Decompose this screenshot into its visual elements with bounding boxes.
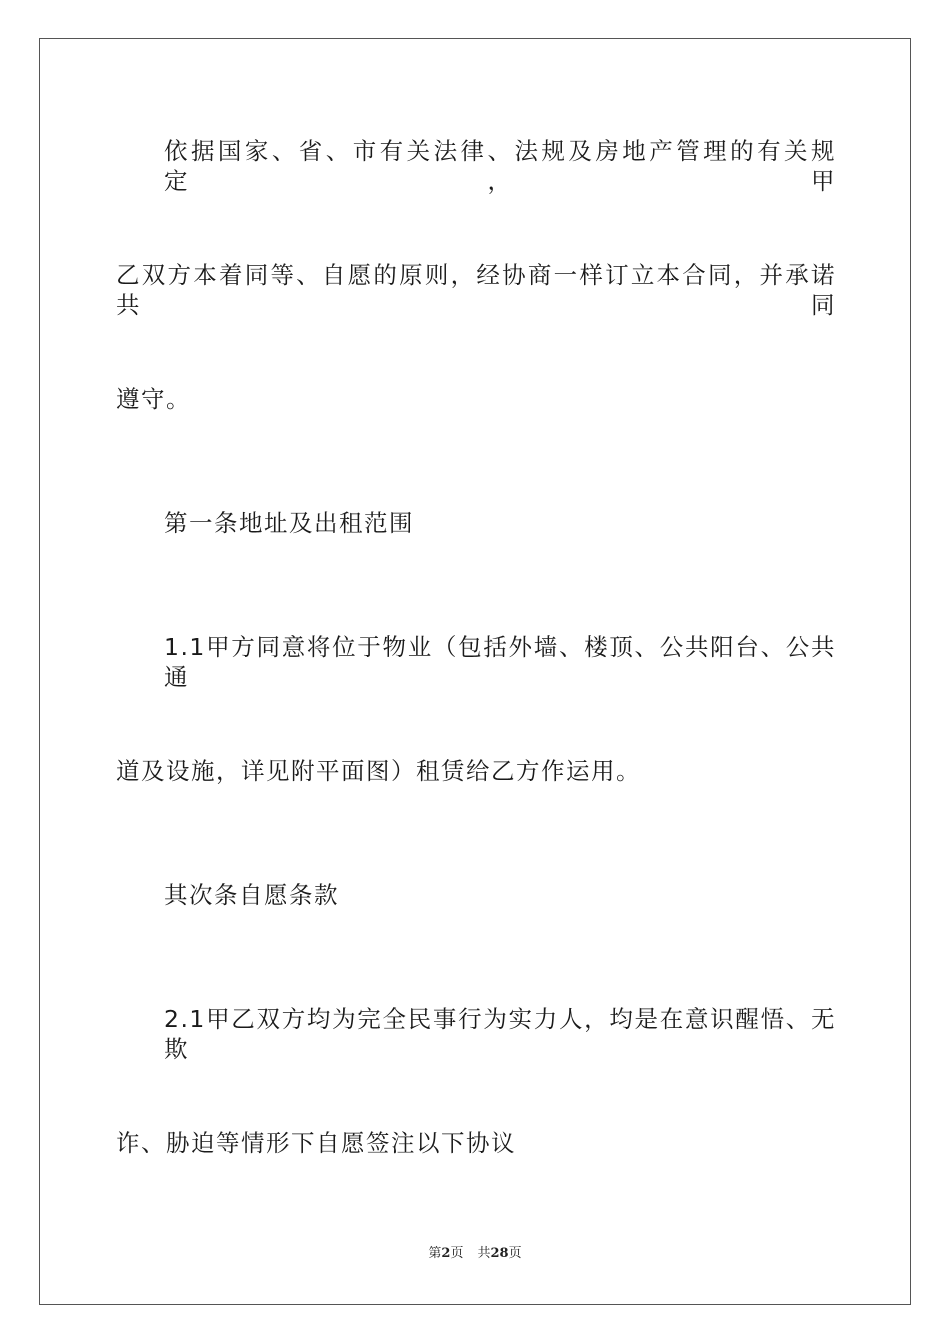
paragraph-line-5: 道及设施，详见附平面图）租赁给乙方作运用。 (116, 757, 641, 785)
page-footer (0, 1245, 950, 1263)
footer-page-prefix: 第 (428, 1246, 442, 1261)
footer-total-prefix: 共 (477, 1246, 491, 1261)
section-heading-2: 其次条自愿条款 (164, 881, 339, 909)
paragraph-line-4: 1.1甲方同意将位于物业（包括外墙、楼顶、公共阳台、公共通 (164, 633, 836, 691)
footer-current-page: 2 (441, 1246, 451, 1261)
section-heading-1: 第一条地址及出租范围 (164, 509, 414, 537)
footer-total-pages: 28 (490, 1246, 509, 1261)
paragraph-line-1: 依据国家、省、市有关法律、法规及房地产管理的有关规定，甲 (164, 137, 836, 195)
footer-total-suffix: 页 (508, 1246, 522, 1261)
paragraph-line-2: 乙双方本着同等、自愿的原则，经协商一样订立本合同，并承诺共同 (116, 261, 836, 319)
paragraph-line-7: 诈、胁迫等情形下自愿签注以下协议 (116, 1129, 516, 1157)
paragraph-line-3: 遵守。 (116, 385, 191, 413)
paragraph-line-6: 2.1甲乙双方均为完全民事行为实力人，均是在意识醒悟、无欺 (164, 1005, 836, 1063)
footer-page-suffix: 页 (450, 1246, 464, 1261)
